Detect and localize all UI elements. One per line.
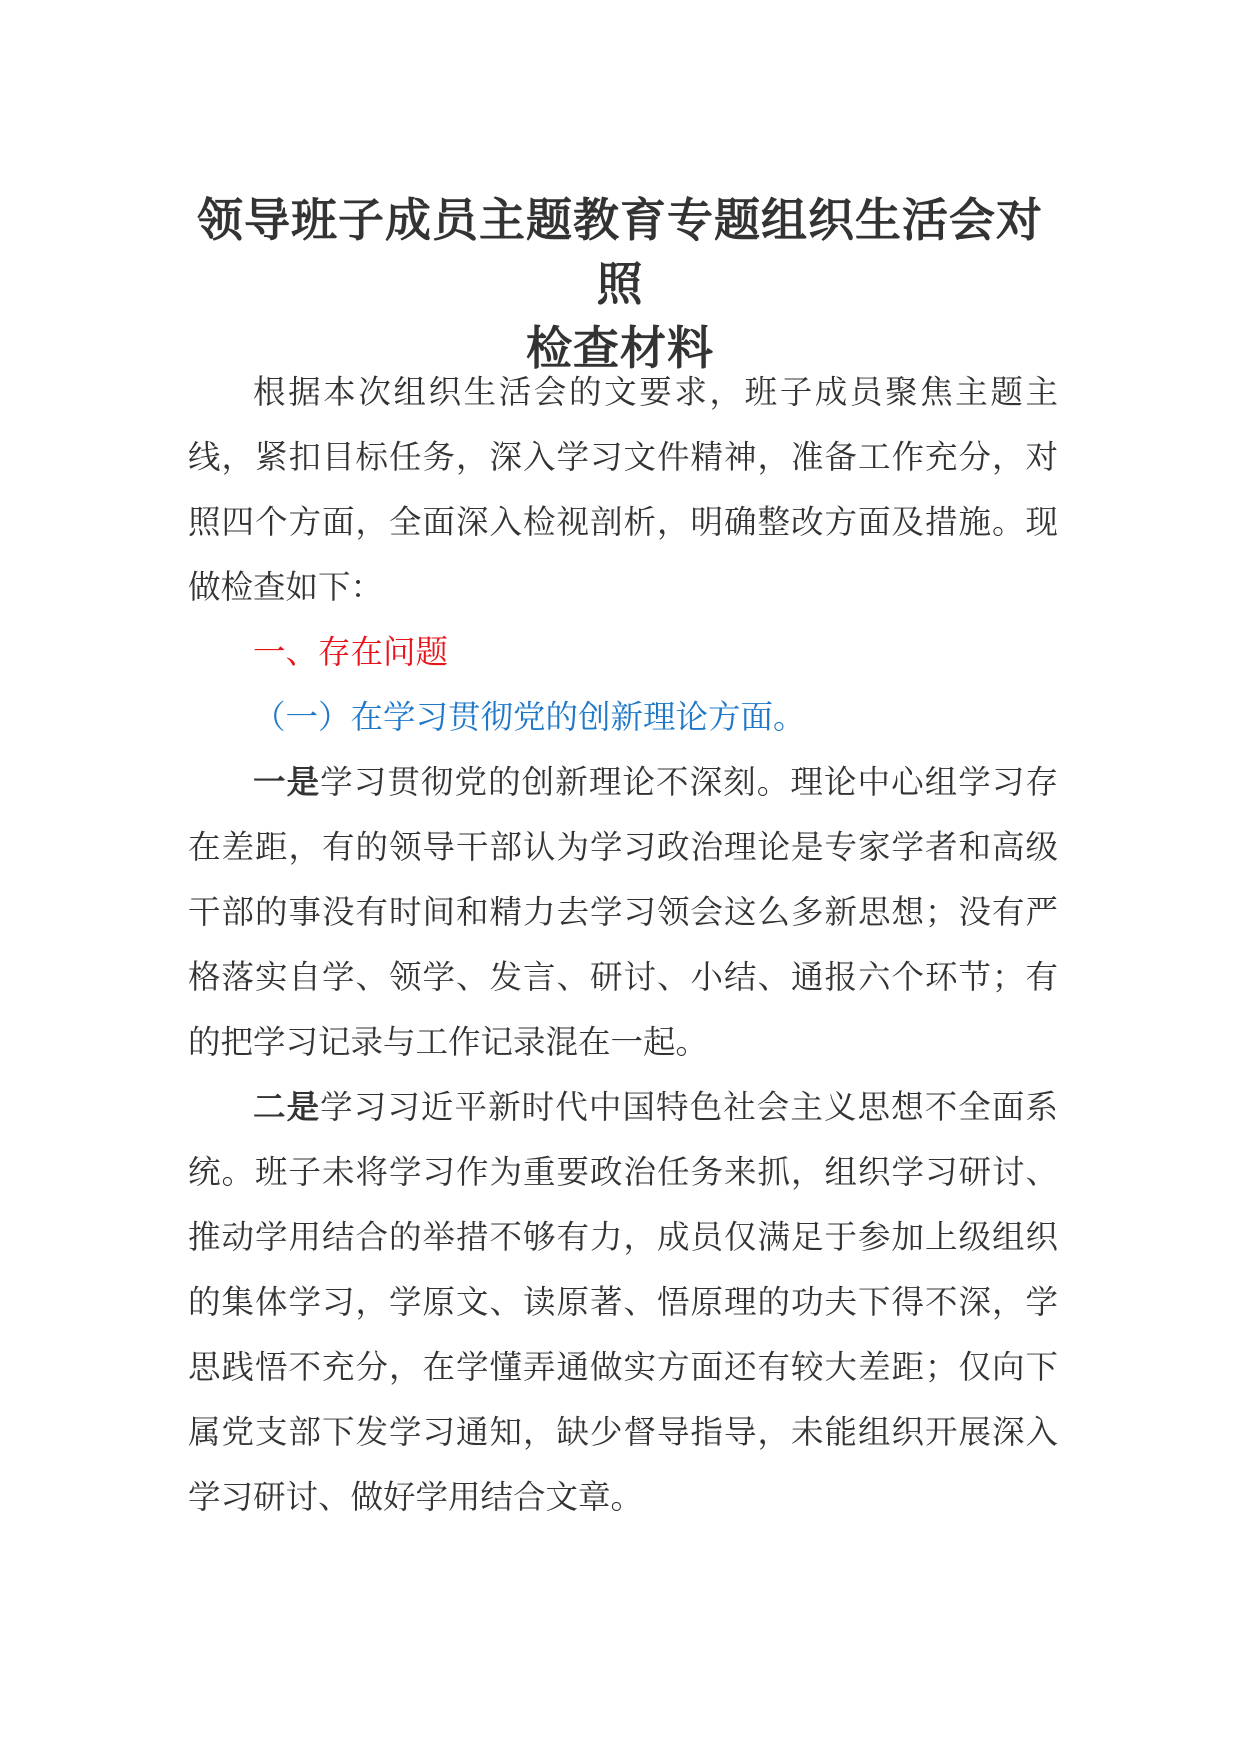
point-paragraph-1 — [188, 750, 1058, 1075]
point-text-2: 学习习近平新时代中国特色社会主义思想不全面系统。班子未将学习作为重要政治任务来抓，组织学习研讨、推动学用结合的举措不够有力，成员仅满足于参加上级组织的集体学习，学原文、读原著、悟原理的功夫下得不深，学思践悟不充分，在学懂弄通做实方面还有较大差距；仅向下属党支部下发学习通知，缺少督导指导，未能组织开展深入学习研讨、做好学用结合文章。 — [188, 1088, 1058, 1516]
subsection-heading: （一）在学习贯彻党的创新理论方面。 — [253, 698, 806, 736]
section-heading: 一、存在问题 — [253, 633, 449, 671]
point-lead-1: 一是 — [253, 763, 321, 801]
document-title — [190, 188, 1050, 380]
title-line-1: 领导班子成员主题教育专题组织生活会对照 — [197, 193, 1043, 311]
document-body — [188, 360, 1058, 1530]
intro-paragraph: 根据本次组织生活会的文要求，班子成员聚焦主题主线，紧扣目标任务，深入学习文件精神，准备工作充分，对照四个方面，全面深入检视剖析，明确整改方面及措施。现做检查如下： — [188, 373, 1058, 606]
title-line-2: 检查材料 — [526, 321, 714, 375]
point-lead-2: 二是 — [253, 1088, 321, 1126]
point-paragraph-2 — [188, 1075, 1058, 1530]
point-text-1: 学习贯彻党的创新理论不深刻。理论中心组学习存在差距，有的领导干部认为学习政治理论是专家学者和高级干部的事没有时间和精力去学习领会这么多新思想；没有严格落实自学、领学、发言、研讨、小结、通报六个环节；有的把学习记录与工作记录混在一起。 — [188, 763, 1058, 1061]
